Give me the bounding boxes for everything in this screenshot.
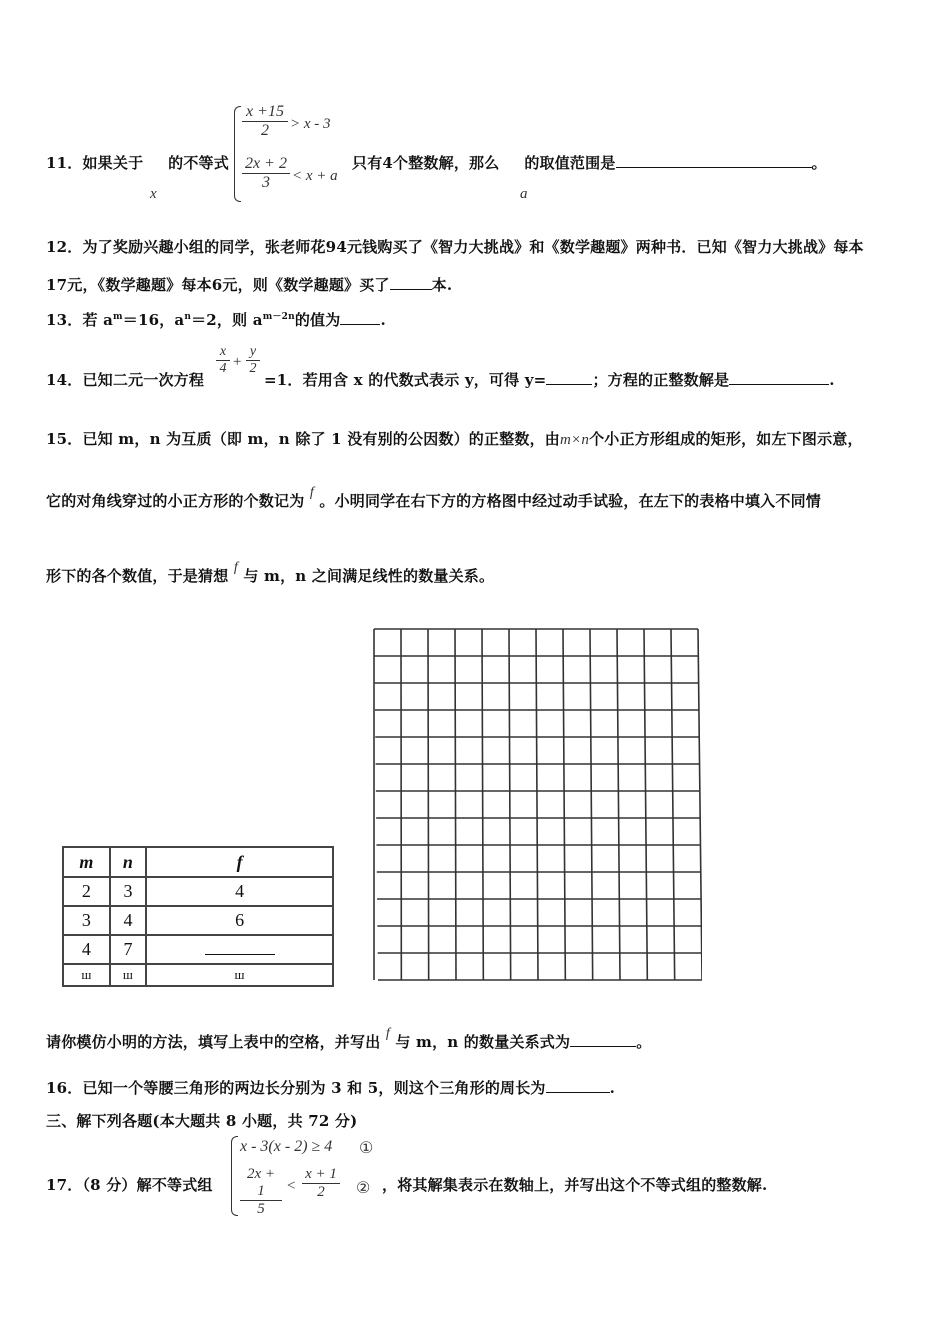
q13-answer-blank[interactable]	[340, 324, 380, 325]
q14-frac1-num: x	[216, 344, 230, 361]
grid-line-v	[509, 629, 511, 980]
grid-line-v	[428, 629, 429, 980]
q14-frac2-num: y	[246, 344, 260, 361]
q17-text-a: 17．（8 分）解不等式组	[46, 1176, 213, 1194]
q15-line2-a: 它的对角线穿过的小正方形的个数记为	[46, 492, 305, 510]
q14-blank-solution[interactable]	[729, 384, 829, 385]
q15-line2-b: 。小明同学在右下方的方格图中经过动手试验，在左下的表格中填入不同情	[319, 492, 821, 510]
table-cell: 2	[63, 877, 110, 906]
q13-text-b: ＝16，a	[122, 311, 185, 329]
q13-sup-mn: m－2n	[262, 312, 295, 322]
table-cell: ш	[146, 964, 333, 986]
q15-f-3: f	[385, 1026, 390, 1041]
q17-text-b: ，将其解集表示在数轴上，并写出这个不等式组的整数解.	[382, 1176, 768, 1194]
q15-after-a: 请你模仿小明的方法，填写上表中的空格，并写出	[46, 1033, 381, 1051]
q11-text-b: 的不等式	[168, 154, 229, 172]
grid-line-v	[455, 629, 456, 980]
grid-line-v	[671, 629, 675, 980]
table-cell: 7	[110, 935, 146, 964]
q13-sup-n: n	[184, 312, 192, 322]
q16-text-main: 16．已知一个等腰三角形的两边长分别为 3 和 5，则这个三角形的周长为	[46, 1079, 546, 1097]
q11-text-2	[352, 152, 827, 173]
q13-text-d: 的值为	[294, 311, 341, 329]
q15-line1-a: 15．已知 m，n 为互质（即 m，n 除了 1 没有别的公因数）的正整数，由	[46, 430, 561, 448]
q14-text	[264, 369, 835, 390]
table-cell: 3	[63, 906, 110, 935]
table-header-n: n	[110, 847, 146, 877]
q16-answer-blank[interactable]	[546, 1092, 610, 1093]
q11-frac2-num: 2x + 2	[242, 155, 290, 174]
q11-text-c: 只有4个整数解，那么	[352, 154, 500, 172]
q14-text-c: ；方程的正整数解是	[592, 371, 730, 389]
q17-ineq1: x - 3(x - 2) ≥ 4	[240, 1138, 333, 1155]
q12-line1: 12．为了奖励兴趣小组的同学，张老师花94元钱购买了《智力大挑战》和《数学趣题》两种书．已知《智力大挑战》每本	[46, 238, 864, 256]
q15-table-answer-blank[interactable]	[205, 954, 275, 955]
table-cell: 4	[63, 935, 110, 964]
q15-after	[46, 1026, 652, 1052]
q11-frac1-den: 2	[261, 122, 269, 139]
q15-after-b: 与 m，n 的数量关系式为	[395, 1033, 571, 1051]
q11-end: 。	[811, 154, 827, 172]
q17-frac1	[240, 1166, 282, 1218]
q11-ineq1-rhs: > x - 3	[290, 116, 331, 132]
q11-text-a: 11．如果关于	[46, 154, 144, 172]
table-row	[63, 935, 333, 964]
table-header-row	[63, 847, 333, 877]
q11-var-x: x	[150, 186, 157, 202]
table-cell: 4	[146, 877, 333, 906]
table-cell: 6	[146, 906, 333, 935]
q15-f: f	[309, 485, 314, 500]
table-row	[63, 906, 333, 935]
q14-text-b: =1．若用含 x 的代数式表示 y，可得 y=	[264, 371, 547, 389]
q11-brace	[234, 106, 241, 202]
q11-text-d: 的取值范围是	[524, 154, 616, 172]
q14-end: .	[829, 371, 835, 389]
q17-frac1-den: 5	[257, 1201, 265, 1217]
grid-line-v	[563, 629, 565, 980]
q15-line1	[46, 428, 863, 449]
q11-frac2-den: 3	[262, 174, 270, 191]
q17-mark2: ②	[356, 1180, 371, 1197]
q12-answer-blank[interactable]	[390, 289, 432, 290]
q17-frac1-num: 2x + 1	[240, 1166, 282, 1201]
table-cell: 4	[110, 906, 146, 935]
q12-line2-b: 本.	[431, 276, 453, 294]
q13-text	[46, 309, 386, 330]
q11-frac1	[242, 103, 288, 140]
q15-mxn: m×n	[560, 432, 590, 448]
q13-end: .	[380, 311, 386, 329]
q15-relation-blank[interactable]	[570, 1046, 636, 1047]
q17-frac2-num: x + 1	[302, 1166, 340, 1184]
q14-text-a: 14．已知二元一次方程	[46, 371, 205, 389]
q12-line2-a: 17元，《数学趣题》每本6元，则《数学趣题》买了	[46, 276, 390, 294]
table-header-f: f	[146, 847, 333, 877]
q15-line3-b: 与 m，n 之间满足线性的数量关系。	[243, 567, 495, 585]
q13-text-c: ＝2，则 a	[191, 311, 263, 329]
q13-sup-m: m	[113, 312, 123, 322]
q11-answer-blank[interactable]	[616, 167, 812, 168]
table-cell: 3	[110, 877, 146, 906]
section3-title: 三、解下列各题(本大题共 8 小题，共 72 分)	[46, 1112, 358, 1130]
q17-mark1: ①	[359, 1140, 374, 1157]
q15-square-grid	[372, 627, 702, 987]
q15-table	[62, 846, 334, 987]
q15-line1-b: 个小正方形组成的矩形，如左下图示意，	[589, 430, 863, 448]
q15-line2	[46, 485, 821, 511]
q17-lt: <	[287, 1178, 296, 1194]
grid-line-v	[590, 629, 593, 980]
q15-after-end: 。	[636, 1033, 652, 1051]
grid-line-v	[698, 629, 702, 980]
table-row	[63, 964, 333, 986]
q14-frac2	[246, 344, 260, 377]
grid-line-v	[644, 629, 647, 980]
q12-line2	[46, 274, 452, 295]
table-cell: ш	[110, 964, 146, 986]
q14-blank-y[interactable]	[546, 384, 592, 385]
q11-frac1-num: x +15	[242, 103, 288, 122]
q15-line3-a: 形下的各个数值，于是猜想	[46, 567, 229, 585]
q17-frac2-den: 2	[317, 1184, 325, 1200]
table-cell-blank[interactable]	[146, 935, 333, 964]
q14-frac2-den: 2	[249, 361, 257, 376]
q15-f-2: f	[233, 560, 238, 575]
q16-text	[46, 1077, 615, 1098]
q14-plus: +	[233, 354, 242, 370]
grid-line-v	[482, 629, 483, 980]
q14-frac1	[216, 344, 230, 377]
table-header-m: m	[63, 847, 110, 877]
q11-frac2	[242, 155, 290, 192]
q11-ineq2-rhs: < x + a	[292, 168, 338, 184]
q17-frac2	[302, 1166, 340, 1201]
q11-var-a: a	[520, 186, 528, 202]
q13-text-a: 13．若 a	[46, 311, 114, 329]
grid-line-v	[536, 629, 538, 980]
q11-text	[46, 152, 229, 173]
q17-brace	[231, 1136, 238, 1216]
grid-line-v	[617, 629, 620, 980]
table-row	[63, 877, 333, 906]
q16-end: .	[609, 1079, 616, 1097]
q15-line3	[46, 560, 495, 586]
table-cell: ш	[63, 964, 110, 986]
q14-frac1-den: 4	[219, 361, 227, 376]
